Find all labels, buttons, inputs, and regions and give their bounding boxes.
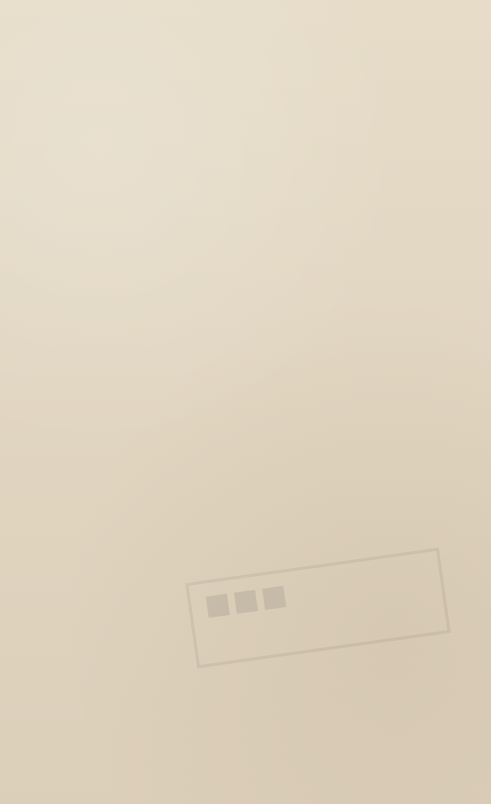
- page-header: [24, 30, 467, 110]
- body-text: [24, 118, 467, 778]
- stamp-mark: ■■■: [202, 577, 292, 622]
